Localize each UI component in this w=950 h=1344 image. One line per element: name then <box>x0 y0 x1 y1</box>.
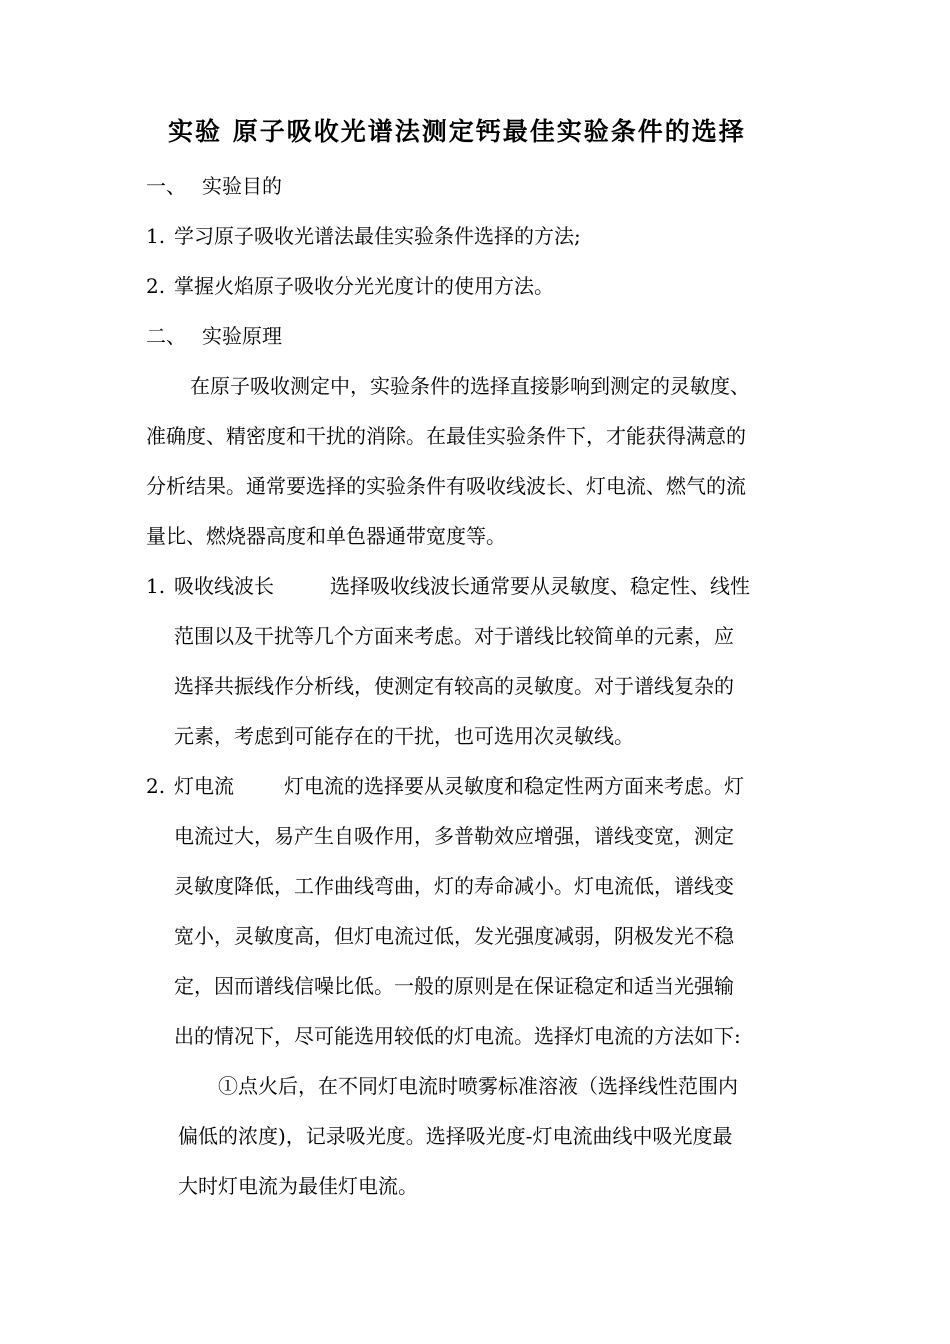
paragraph-line: 选择共振线作分析线，使测定有较高的灵敏度。对于谱线复杂的 <box>174 674 734 698</box>
item-number: 2. <box>146 274 166 298</box>
sub-paragraph-line: 偏低的浓度)，记录吸光度。选择吸光度-灯电流曲线中吸光度最 <box>178 1124 733 1148</box>
item-first-line <box>146 772 744 800</box>
item-text: 掌握火焰原子吸收分光光度计的使用方法。 <box>174 274 554 298</box>
list-item <box>146 272 554 300</box>
section-title: 实验原理 <box>202 324 282 348</box>
item-text: 选择吸收线波长通常要从灵敏度、稳定性、线性 <box>330 574 750 598</box>
paragraph-line: 灵敏度降低，工作曲线弯曲，灯的寿命减小。灯电流低，谱线变 <box>174 874 734 898</box>
paragraph-line: 量比、燃烧器高度和单色器通带宽度等。 <box>146 524 506 548</box>
list-item <box>146 222 581 250</box>
paragraph-line: 电流过大，易产生自吸作用，多普勒效应增强，谱线变宽，测定 <box>174 824 734 848</box>
item-number: 1. <box>146 224 166 248</box>
item-text: 灯电流的选择要从灵敏度和稳定性两方面来考虑。灯 <box>284 774 744 798</box>
item-first-line <box>146 572 750 600</box>
paragraph-line: 分析结果。通常要选择的实验条件有吸收线波长、灯电流、燃气的流 <box>146 474 746 498</box>
paragraph-line: 出的情况下，尽可能选用较低的灯电流。选择灯电流的方法如下: <box>174 1024 741 1048</box>
sub-paragraph-line: 大时灯电流为最佳灯电流。 <box>178 1174 418 1198</box>
section-heading <box>146 322 282 350</box>
section-number: 二、 <box>146 324 186 348</box>
paragraph-line: 宽小，灵敏度高，但灯电流过低，发光强度减弱，阴极发光不稳 <box>174 924 734 948</box>
paragraph-line: 元素，考虑到可能存在的干扰，也可选用次灵敏线。 <box>174 724 634 748</box>
paragraph-line: 在原子吸收测定中，实验条件的选择直接影响到测定的灵敏度、 <box>190 374 750 398</box>
paragraph-line: 定，因而谱线信噪比低。一般的原则是在保证稳定和适当光强输 <box>174 974 734 998</box>
document-title: 实验 原子吸收光谱法测定钙最佳实验条件的选择 <box>168 117 746 146</box>
section-heading <box>146 172 282 200</box>
section-number: 一、 <box>146 174 186 198</box>
item-label: 灯电流 <box>174 774 234 798</box>
item-number: 2. <box>146 774 166 798</box>
paragraph-line: 范围以及干扰等几个方面来考虑。对于谱线比较简单的元素，应 <box>174 624 734 648</box>
sub-paragraph-line: ①点火后，在不同灯电流时喷雾标准溶液（选择线性范围内 <box>218 1074 738 1098</box>
item-text: 学习原子吸收光谱法最佳实验条件选择的方法; <box>174 224 581 248</box>
item-label: 吸收线波长 <box>174 574 274 598</box>
section-title: 实验目的 <box>202 174 282 198</box>
paragraph-line: 准确度、精密度和干扰的消除。在最佳实验条件下，才能获得满意的 <box>146 424 746 448</box>
item-number: 1. <box>146 574 166 598</box>
